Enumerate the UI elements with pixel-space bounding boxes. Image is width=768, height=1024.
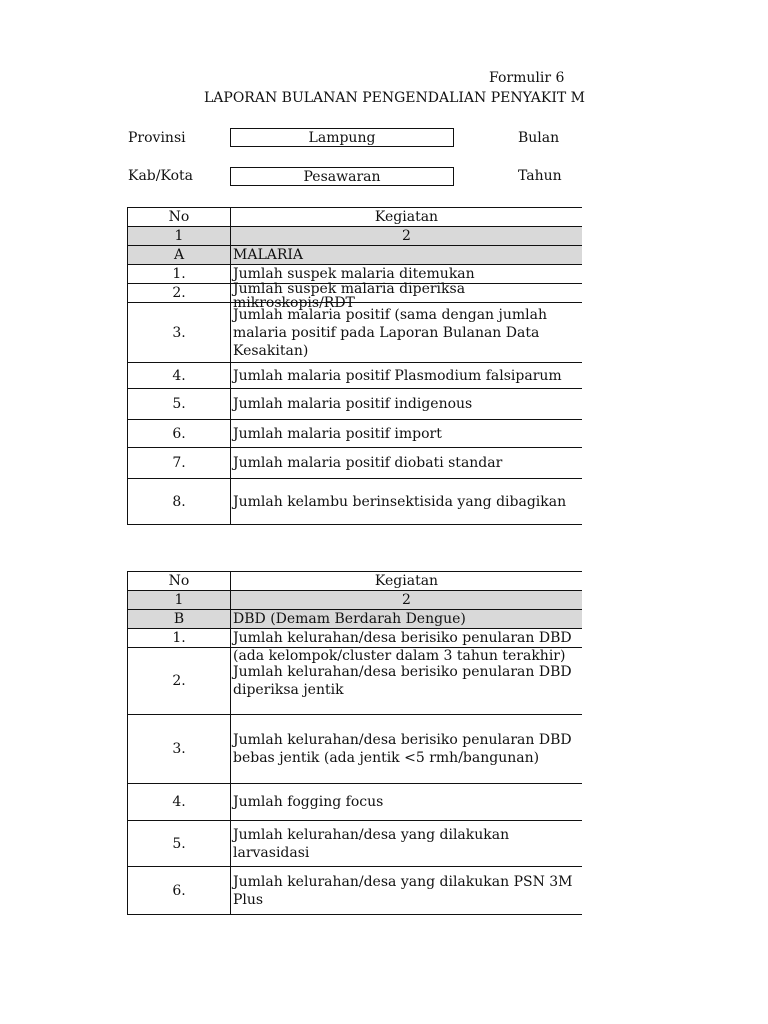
section-code: B	[128, 610, 231, 629]
col-no-number: 1	[128, 227, 231, 246]
provinsi-field[interactable]: Lampung	[230, 128, 454, 147]
row-kegiatan: Jumlah malaria positif Plasmodium falsiparum	[231, 363, 583, 389]
row-kegiatan: Jumlah kelurahan/desa berisiko penularan DBD bebas jentik (ada jentik <5 rmh/bangunan)	[231, 715, 583, 784]
row-no: 3.	[128, 715, 231, 784]
section-title: DBD (Demam Berdarah Dengue)	[231, 610, 583, 629]
column-number-row	[128, 227, 583, 246]
row-kegiatan-cell	[231, 629, 583, 664]
report-title: LAPORAN BULANAN PENGENDALIAN PENYAKIT M	[204, 90, 585, 106]
table-row[interactable]	[128, 363, 583, 389]
provinsi-label: Provinsi	[128, 130, 186, 146]
row-kegiatan: Jumlah kelurahan/desa berisiko penularan DBD diperiksa jentik	[231, 648, 583, 715]
row-no: 6.	[128, 867, 231, 915]
row-kegiatan-cell	[231, 281, 583, 311]
table-row[interactable]	[128, 629, 583, 648]
malaria-table	[127, 207, 582, 525]
tahun-label: Tahun	[518, 168, 562, 184]
row-no: 7.	[128, 448, 231, 479]
col-kegiatan-header: Kegiatan	[231, 208, 583, 227]
table-row[interactable]	[128, 784, 583, 821]
dbd-table	[127, 571, 582, 915]
row-no: 2.	[128, 284, 231, 303]
row-no: 4.	[128, 363, 231, 389]
kabkota-label: Kab/Kota	[128, 168, 193, 184]
kabkota-field[interactable]: Pesawaran	[230, 167, 454, 186]
section-title: MALARIA	[231, 246, 583, 265]
row-no: 1.	[128, 265, 231, 284]
row-no: 1.	[128, 629, 231, 648]
row-kegiatan: Jumlah malaria positif import	[231, 420, 583, 448]
row-kegiatan: Jumlah suspek malaria diperiksa mikroskopis/RDT	[233, 281, 466, 311]
section-row-malaria	[128, 246, 583, 265]
row-kegiatan: Jumlah kelambu berinsektisida yang dibagikan	[231, 479, 583, 525]
row-no: 2.	[128, 648, 231, 715]
row-kegiatan: Jumlah suspek malaria ditemukan	[231, 265, 583, 284]
row-kegiatan: Jumlah malaria positif diobati standar	[231, 448, 583, 479]
table-header-row	[128, 208, 583, 227]
bulan-label: Bulan	[518, 130, 560, 146]
row-no: 3.	[128, 303, 231, 363]
table-row[interactable]	[128, 867, 583, 915]
row-kegiatan: Jumlah kelurahan/desa yang dilakukan larvasidasi	[231, 821, 583, 867]
table-row[interactable]	[128, 389, 583, 420]
col-no-number: 1	[128, 591, 231, 610]
row-no: 5.	[128, 389, 231, 420]
section-code: A	[128, 246, 231, 265]
col-no-header: No	[128, 208, 231, 227]
col-kegiatan-number: 2	[231, 591, 583, 610]
row-no: 4.	[128, 784, 231, 821]
row-kegiatan: Jumlah kelurahan/desa yang dilakukan PSN 3M Plus	[231, 867, 583, 915]
table-row[interactable]	[128, 420, 583, 448]
row-kegiatan: Jumlah malaria positif (sama dengan jumlah malaria positif pada Laporan Bulanan Data Kesakitan)	[231, 303, 583, 363]
table-header-row	[128, 572, 583, 591]
row-no: 5.	[128, 821, 231, 867]
table-row[interactable]	[128, 284, 583, 303]
row-no: 6.	[128, 420, 231, 448]
table-row[interactable]	[128, 479, 583, 525]
col-kegiatan-header: Kegiatan	[231, 572, 583, 591]
row-kegiatan: Jumlah malaria positif indigenous	[231, 389, 583, 420]
table-row[interactable]	[128, 303, 583, 363]
table-row[interactable]	[128, 715, 583, 784]
row-kegiatan: Jumlah fogging focus	[231, 784, 583, 821]
form-number: Formulir 6	[489, 70, 565, 86]
col-no-header: No	[128, 572, 231, 591]
row-kegiatan: Jumlah kelurahan/desa berisiko penularan DBD (ada kelompok/cluster dalam 3 tahun terakhir)	[233, 630, 572, 664]
table-row[interactable]	[128, 821, 583, 867]
col-kegiatan-number: 2	[231, 227, 583, 246]
table-row[interactable]	[128, 448, 583, 479]
section-row-dbd	[128, 610, 583, 629]
row-no: 8.	[128, 479, 231, 525]
column-number-row	[128, 591, 583, 610]
